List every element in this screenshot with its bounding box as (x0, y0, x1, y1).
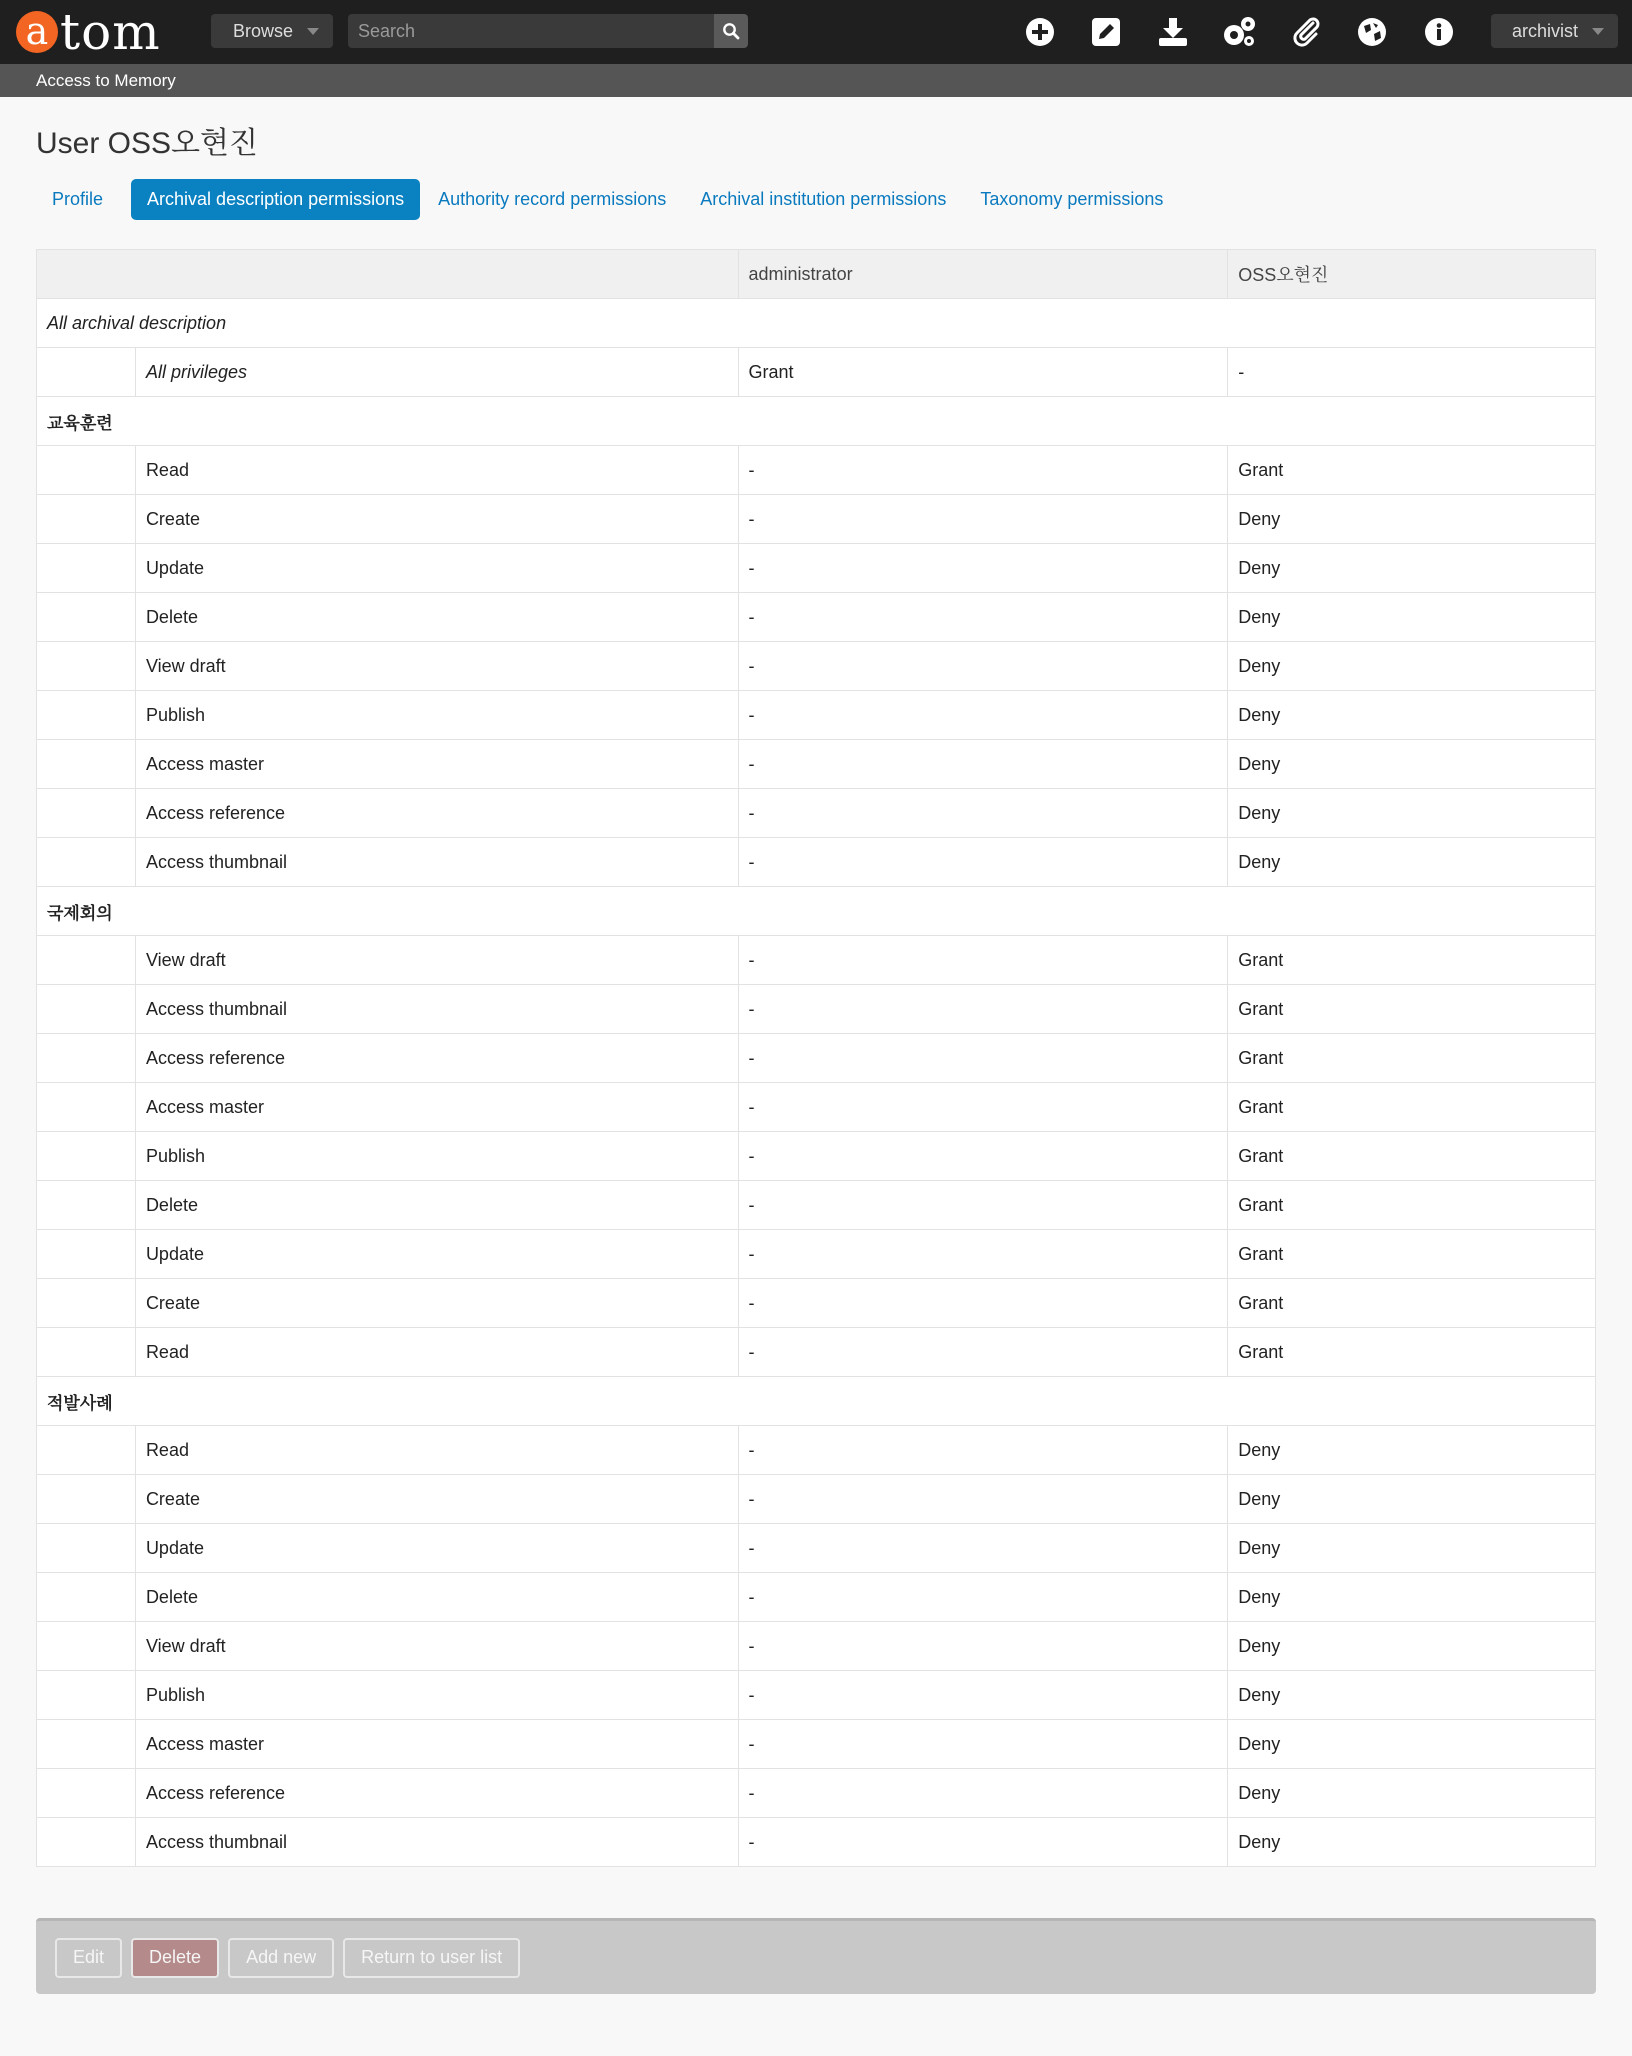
edit-icon (1091, 17, 1121, 47)
user-value: Grant (1228, 446, 1596, 495)
group-row (37, 397, 1596, 446)
add-menu-button[interactable] (1022, 14, 1058, 50)
page-title: User OSS오현진 (36, 127, 258, 160)
user-menu-button[interactable] (1491, 14, 1618, 48)
action-bar (36, 1918, 1596, 1994)
import-icon (1157, 17, 1189, 47)
permission-tabs (40, 179, 1185, 220)
user-value: Grant (1228, 1230, 1596, 1279)
user-value: Grant (1228, 936, 1596, 985)
user-value: Deny (1228, 691, 1596, 740)
logo-text: tom (60, 3, 161, 61)
table-row (37, 1132, 1596, 1181)
action-label: View draft (135, 642, 738, 691)
chevron-down-icon (307, 28, 319, 35)
tab-profile[interactable]: Profile (52, 189, 104, 209)
user-value: Deny (1228, 593, 1596, 642)
indent-cell (37, 740, 136, 789)
admin-value: - (738, 985, 1228, 1034)
search-icon (722, 22, 740, 40)
action-label: Publish (135, 1671, 738, 1720)
site-name-bar (0, 64, 1632, 97)
indent-cell (37, 1230, 136, 1279)
action-label: Access reference (135, 1034, 738, 1083)
action-label: Create (135, 1279, 738, 1328)
table-row (37, 1573, 1596, 1622)
indent-cell (37, 1475, 136, 1524)
user-value: - (1228, 348, 1596, 397)
atom-logo[interactable] (16, 0, 161, 64)
admin-value: - (738, 446, 1228, 495)
admin-value: - (738, 1034, 1228, 1083)
table-row (37, 1720, 1596, 1769)
admin-value: - (738, 1524, 1228, 1573)
user-value: Grant (1228, 1132, 1596, 1181)
indent-cell (37, 348, 136, 397)
table-row (37, 642, 1596, 691)
table-row (37, 936, 1596, 985)
user-value: Deny (1228, 544, 1596, 593)
browse-menu-button[interactable] (211, 14, 333, 48)
table-row (37, 838, 1596, 887)
settings-icon (1221, 15, 1257, 49)
user-value: Deny (1228, 789, 1596, 838)
admin-value: - (738, 495, 1228, 544)
table-row (37, 446, 1596, 495)
admin-value: - (738, 1475, 1228, 1524)
user-value: Deny (1228, 740, 1596, 789)
admin-value: - (738, 1426, 1228, 1475)
tab-archival-institution-permissions[interactable]: Archival institution permissions (700, 189, 947, 209)
action-label: Delete (135, 593, 738, 642)
user-value: Grant (1228, 985, 1596, 1034)
user-value: Deny (1228, 1818, 1596, 1867)
action-label: Access thumbnail (135, 838, 738, 887)
language-menu-button[interactable] (1354, 14, 1390, 50)
user-value: Deny (1228, 1475, 1596, 1524)
action-label: Access thumbnail (135, 985, 738, 1034)
search-placeholder: Search (358, 20, 416, 41)
user-value: Grant (1228, 1034, 1596, 1083)
indent-cell (37, 1671, 136, 1720)
action-label: View draft (135, 1622, 738, 1671)
action-label: Publish (135, 1132, 738, 1181)
admin-value: - (738, 1279, 1228, 1328)
indent-cell (37, 1181, 136, 1230)
table-row (37, 691, 1596, 740)
search-button[interactable] (714, 14, 748, 48)
user-value: Deny (1228, 1426, 1596, 1475)
indent-cell (37, 1083, 136, 1132)
top-navbar (0, 0, 1632, 64)
clipboard-menu-button[interactable] (1288, 14, 1324, 50)
info-icon (1424, 17, 1454, 47)
admin-value: - (738, 1671, 1228, 1720)
group-row (37, 1377, 1596, 1426)
table-row (37, 1328, 1596, 1377)
action-label: Access reference (135, 789, 738, 838)
action-label: Access master (135, 740, 738, 789)
table-row (37, 1622, 1596, 1671)
table-row (37, 1426, 1596, 1475)
user-value: Deny (1228, 838, 1596, 887)
table-row (37, 1181, 1596, 1230)
user-name: archivist (1512, 20, 1579, 41)
chevron-down-icon (1592, 28, 1604, 35)
admin-value: - (738, 1328, 1228, 1377)
header-administrator: administrator (738, 250, 1228, 299)
indent-cell (37, 642, 136, 691)
action-label: Read (135, 1328, 738, 1377)
indent-cell (37, 1769, 136, 1818)
table-row (37, 985, 1596, 1034)
indent-cell (37, 1720, 136, 1769)
action-label: Access master (135, 1720, 738, 1769)
table-row (37, 1769, 1596, 1818)
edit-button[interactable]: Edit (55, 1938, 122, 1978)
import-menu-button[interactable] (1155, 14, 1191, 50)
table-row (37, 740, 1596, 789)
action-label: Update (135, 544, 738, 593)
admin-value: - (738, 1573, 1228, 1622)
admin-value: - (738, 544, 1228, 593)
action-label: Create (135, 1475, 738, 1524)
admin-value: Grant (738, 348, 1228, 397)
admin-value: - (738, 1132, 1228, 1181)
action-label: Update (135, 1524, 738, 1573)
user-value: Grant (1228, 1181, 1596, 1230)
group-name: 교육훈련 (37, 397, 1596, 446)
action-label: Read (135, 1426, 738, 1475)
admin-value: - (738, 1769, 1228, 1818)
tab-archival-description-permissions[interactable]: Archival description permissions (131, 179, 420, 220)
indent-cell (37, 838, 136, 887)
indent-cell (37, 936, 136, 985)
return-to-user-list-button[interactable]: Return to user list (343, 1938, 520, 1978)
group-row (37, 887, 1596, 936)
all-privileges-row (37, 348, 1596, 397)
table-row (37, 495, 1596, 544)
group-name: 국제회의 (37, 887, 1596, 936)
indent-cell (37, 985, 136, 1034)
table-row (37, 593, 1596, 642)
indent-cell (37, 544, 136, 593)
delete-button[interactable]: Delete (131, 1938, 219, 1978)
privilege-label: All privileges (135, 348, 738, 397)
table-row (37, 1671, 1596, 1720)
admin-menu-button[interactable] (1221, 14, 1257, 50)
user-value: Deny (1228, 1524, 1596, 1573)
indent-cell (37, 1426, 136, 1475)
indent-cell (37, 495, 136, 544)
action-label: Publish (135, 691, 738, 740)
user-value: Grant (1228, 1083, 1596, 1132)
tab-taxonomy-permissions[interactable]: Taxonomy permissions (980, 189, 1164, 209)
header-blank (37, 250, 739, 299)
plus-circle-icon (1025, 17, 1055, 47)
action-label: Delete (135, 1181, 738, 1230)
admin-value: - (738, 1181, 1228, 1230)
permissions-table (36, 249, 1596, 1867)
table-row (37, 1475, 1596, 1524)
logo-a-mark: a (16, 11, 58, 53)
user-value: Deny (1228, 1720, 1596, 1769)
quick-links-menu-button[interactable] (1421, 14, 1457, 50)
all-description-label: All archival description (37, 299, 1596, 348)
user-value: Deny (1228, 1573, 1596, 1622)
indent-cell (37, 1622, 136, 1671)
indent-cell (37, 691, 136, 740)
admin-value: - (738, 1230, 1228, 1279)
indent-cell (37, 593, 136, 642)
tab-authority-record-permissions[interactable]: Authority record permissions (438, 189, 667, 209)
table-row (37, 1083, 1596, 1132)
manage-menu-button[interactable] (1088, 14, 1124, 50)
indent-cell (37, 789, 136, 838)
indent-cell (37, 1132, 136, 1181)
indent-cell (37, 1818, 136, 1867)
indent-cell (37, 1034, 136, 1083)
indent-cell (37, 1573, 136, 1622)
action-label: Update (135, 1230, 738, 1279)
action-label: View draft (135, 936, 738, 985)
user-value: Deny (1228, 1769, 1596, 1818)
admin-value: - (738, 1622, 1228, 1671)
admin-value: - (738, 642, 1228, 691)
admin-value: - (738, 1083, 1228, 1132)
table-row (37, 544, 1596, 593)
action-label: Delete (135, 1573, 738, 1622)
user-value: Deny (1228, 1671, 1596, 1720)
table-row (37, 1230, 1596, 1279)
clipboard-icon (1291, 17, 1321, 47)
language-icon (1357, 17, 1387, 47)
indent-cell (37, 1279, 136, 1328)
all-description-row (37, 299, 1596, 348)
browse-label: Browse (233, 20, 294, 41)
indent-cell (37, 1524, 136, 1573)
add-new-button[interactable]: Add new (228, 1938, 334, 1978)
search-input[interactable] (348, 14, 714, 48)
action-label: Create (135, 495, 738, 544)
admin-value: - (738, 740, 1228, 789)
admin-value: - (738, 691, 1228, 740)
table-row (37, 1524, 1596, 1573)
user-value: Grant (1228, 1328, 1596, 1377)
header-user: OSS오현진 (1228, 250, 1596, 299)
indent-cell (37, 446, 136, 495)
table-header-row (37, 250, 1596, 299)
user-value: Deny (1228, 1622, 1596, 1671)
admin-value: - (738, 1720, 1228, 1769)
site-name[interactable]: Access to Memory (36, 71, 176, 90)
admin-value: - (738, 1818, 1228, 1867)
user-value: Deny (1228, 495, 1596, 544)
action-label: Access reference (135, 1769, 738, 1818)
table-row (37, 1818, 1596, 1867)
admin-value: - (738, 593, 1228, 642)
action-label: Access master (135, 1083, 738, 1132)
admin-value: - (738, 936, 1228, 985)
admin-value: - (738, 789, 1228, 838)
table-row (37, 789, 1596, 838)
table-row (37, 1279, 1596, 1328)
user-value: Deny (1228, 642, 1596, 691)
indent-cell (37, 1328, 136, 1377)
action-label: Read (135, 446, 738, 495)
user-value: Grant (1228, 1279, 1596, 1328)
admin-value: - (738, 838, 1228, 887)
action-label: Access thumbnail (135, 1818, 738, 1867)
table-row (37, 1034, 1596, 1083)
group-name: 적발사례 (37, 1377, 1596, 1426)
